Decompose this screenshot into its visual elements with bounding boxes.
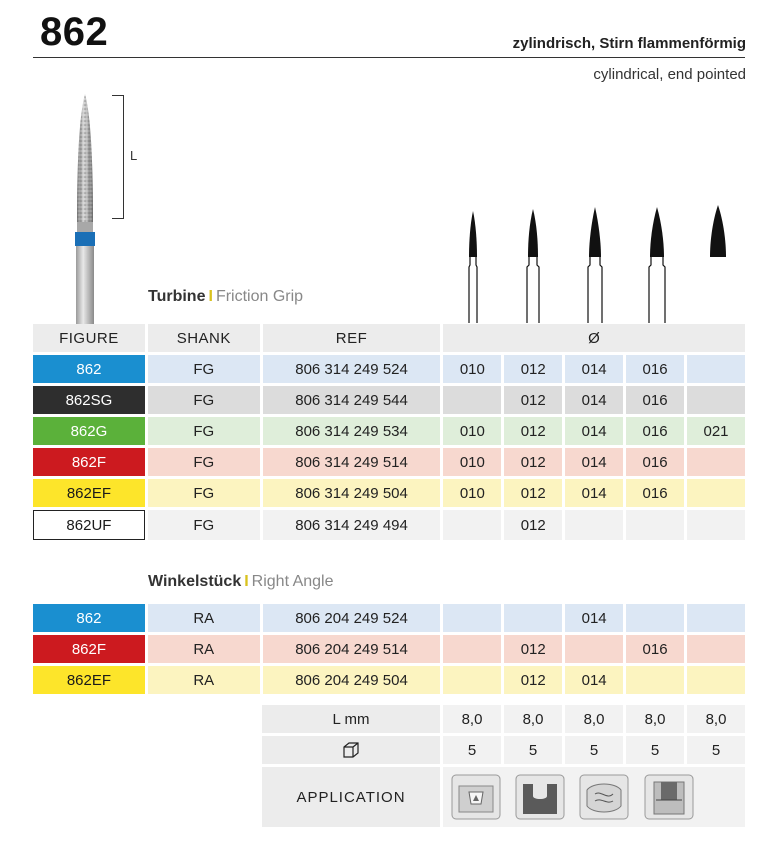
section-angle-bold: Winkelstück xyxy=(148,573,242,590)
size-cell: 014 xyxy=(565,355,623,383)
ref-cell: 806 314 249 544 xyxy=(263,386,441,414)
figure-cell: 862EF xyxy=(33,666,145,694)
figure-cell: 862UF xyxy=(33,510,145,540)
size-cell: 014 xyxy=(565,604,623,632)
ref-cell: 806 204 249 504 xyxy=(263,666,441,694)
ref-cell: 806 314 249 534 xyxy=(263,417,441,445)
crown-preparation-icon xyxy=(515,774,565,820)
shank-cell: RA xyxy=(148,666,260,694)
size-cell: 012 xyxy=(504,666,562,694)
tooth-preparation-icon xyxy=(644,774,694,820)
angle-table xyxy=(30,601,748,697)
bur-photo-icon xyxy=(60,92,110,324)
size-cell: 010 xyxy=(443,355,501,383)
length-marker: L xyxy=(130,148,138,163)
pack-value: 5 xyxy=(626,736,684,764)
shank-cell: FG xyxy=(148,386,260,414)
size-cell: 016 xyxy=(626,448,684,476)
application-row xyxy=(262,767,745,827)
table-header-row xyxy=(33,324,745,352)
l-mm-value: 8,0 xyxy=(504,705,562,733)
column-figure: FIGURE xyxy=(33,324,145,352)
l-mm-value: 8,0 xyxy=(626,705,684,733)
section-angle-heading xyxy=(148,573,334,591)
size-cell: 014 xyxy=(565,386,623,414)
size-cell: 014 xyxy=(565,666,623,694)
size-cell xyxy=(504,604,562,632)
l-mm-value: 8,0 xyxy=(443,705,501,733)
figure-cell: 862 xyxy=(33,604,145,632)
l-mm-row xyxy=(262,705,745,733)
shank-cell: RA xyxy=(148,635,260,663)
size-cell xyxy=(443,386,501,414)
size-cell: 010 xyxy=(443,448,501,476)
size-cell: 012 xyxy=(504,479,562,507)
figure-cell: 862EF xyxy=(33,479,145,507)
figure-cell: 862 xyxy=(33,355,145,383)
table-row xyxy=(33,510,745,540)
shank-cell: FG xyxy=(148,448,260,476)
pack-value: 5 xyxy=(687,736,745,764)
ref-cell: 806 314 249 514 xyxy=(263,448,441,476)
size-cell xyxy=(687,448,745,476)
size-cell xyxy=(443,604,501,632)
ref-cell: 806 204 249 524 xyxy=(263,604,441,632)
silhouette-016-icon xyxy=(649,207,665,323)
size-cell xyxy=(687,355,745,383)
size-cell: 016 xyxy=(626,479,684,507)
size-cell xyxy=(565,510,623,540)
table-row xyxy=(33,355,745,383)
size-cell: 010 xyxy=(443,479,501,507)
size-cell xyxy=(687,479,745,507)
subtitle-english: cylindrical, end pointed xyxy=(593,66,746,83)
table-row xyxy=(33,386,745,414)
cavity-preparation-icon xyxy=(451,774,501,820)
section-turbine-bold: Turbine xyxy=(148,288,206,305)
silhouette-021-icon xyxy=(710,205,726,257)
shank-cell: RA xyxy=(148,604,260,632)
size-cell xyxy=(687,386,745,414)
size-cell: 010 xyxy=(443,417,501,445)
size-cell xyxy=(687,666,745,694)
page-title: 862 xyxy=(40,10,109,54)
size-cell xyxy=(565,635,623,663)
bur-silhouettes xyxy=(445,205,745,323)
size-cell: 014 xyxy=(565,417,623,445)
size-cell: 012 xyxy=(504,635,562,663)
size-cell xyxy=(687,510,745,540)
pack-value: 5 xyxy=(565,736,623,764)
size-cell xyxy=(443,666,501,694)
size-cell: 012 xyxy=(504,355,562,383)
column-ref: REF xyxy=(263,324,441,352)
figure-cell: 862G xyxy=(33,417,145,445)
size-cell xyxy=(626,510,684,540)
size-cell: 014 xyxy=(565,448,623,476)
size-cell: 016 xyxy=(626,635,684,663)
silhouette-010-icon xyxy=(469,211,477,323)
size-cell xyxy=(687,604,745,632)
figure-cell: 862F xyxy=(33,635,145,663)
size-cell: 012 xyxy=(504,448,562,476)
shank-cell: FG xyxy=(148,417,260,445)
ref-cell: 806 204 249 514 xyxy=(263,635,441,663)
size-cell: 012 xyxy=(504,510,562,540)
title-divider xyxy=(33,57,745,58)
silhouette-012-icon xyxy=(527,209,539,323)
table-row xyxy=(33,604,745,632)
ref-cell: 806 314 249 504 xyxy=(263,479,441,507)
l-mm-value: 8,0 xyxy=(565,705,623,733)
section-angle-light: Right Angle xyxy=(251,573,334,590)
application-icons xyxy=(443,767,745,827)
size-cell: 012 xyxy=(504,417,562,445)
spec-table xyxy=(259,702,748,830)
table-row xyxy=(33,479,745,507)
table-row xyxy=(33,635,745,663)
section-turbine-heading xyxy=(148,288,303,306)
table-row xyxy=(33,417,745,445)
figure-cell: 862SG xyxy=(33,386,145,414)
size-cell: 016 xyxy=(626,355,684,383)
pack-value: 5 xyxy=(504,736,562,764)
size-cell: 014 xyxy=(565,479,623,507)
column-diameter: Ø xyxy=(443,324,745,352)
length-bracket xyxy=(112,95,124,219)
size-cell xyxy=(687,635,745,663)
pack-row xyxy=(262,736,745,764)
section-angle-separator: I xyxy=(244,573,249,590)
shank-cell: FG xyxy=(148,510,260,540)
shank-cell: FG xyxy=(148,479,260,507)
pack-value: 5 xyxy=(443,736,501,764)
size-cell xyxy=(626,604,684,632)
turbine-table xyxy=(30,321,748,543)
ref-cell: 806 314 249 494 xyxy=(263,510,441,540)
size-cell: 016 xyxy=(626,417,684,445)
size-cell xyxy=(443,635,501,663)
table-row xyxy=(33,666,745,694)
size-cell xyxy=(626,666,684,694)
subtitle-german: zylindrisch, Stirn flammenförmig xyxy=(512,35,746,52)
section-turbine-separator: I xyxy=(208,288,213,305)
ref-cell: 806 314 249 524 xyxy=(263,355,441,383)
section-turbine-light: Friction Grip xyxy=(215,288,304,305)
application-label: APPLICATION xyxy=(262,767,440,827)
occlusal-contouring-icon xyxy=(579,774,629,820)
silhouette-014-icon xyxy=(588,207,602,323)
shank-cell: FG xyxy=(148,355,260,383)
box-icon xyxy=(262,736,440,764)
l-mm-label: L mm xyxy=(262,705,440,733)
table-row xyxy=(33,448,745,476)
l-mm-value: 8,0 xyxy=(687,705,745,733)
size-cell: 021 xyxy=(687,417,745,445)
size-cell: 012 xyxy=(504,386,562,414)
column-shank: SHANK xyxy=(148,324,260,352)
size-cell: 016 xyxy=(626,386,684,414)
figure-cell: 862F xyxy=(33,448,145,476)
size-cell xyxy=(443,510,501,540)
